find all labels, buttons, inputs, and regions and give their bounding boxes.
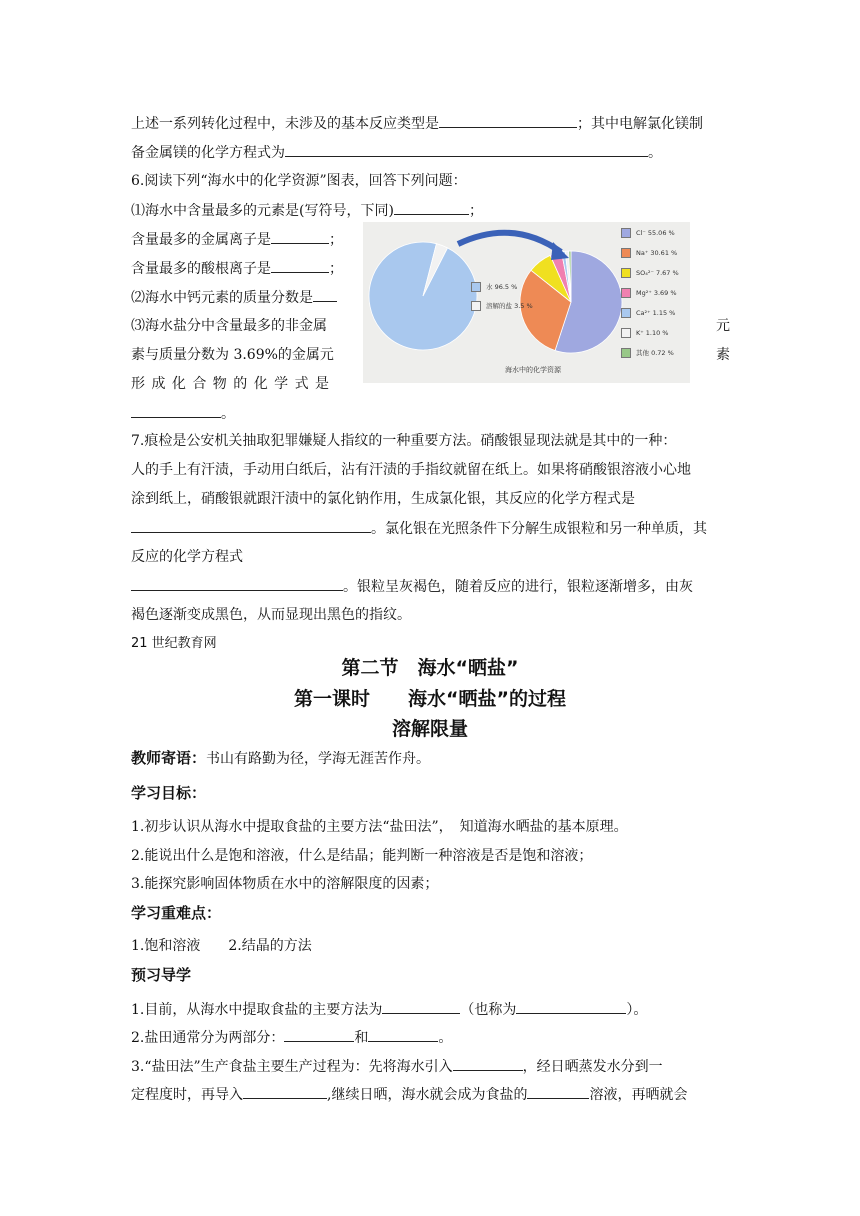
legend-swatch xyxy=(621,288,631,298)
legend-swatch xyxy=(621,348,631,358)
legend-entry xyxy=(621,248,679,258)
legend-label: Na⁺ 30.61 % xyxy=(636,249,678,257)
q7-l5: 反应的化学方程式 xyxy=(131,549,243,565)
legend-swatch xyxy=(621,328,631,338)
q6-p2: 含量最多的金属离子是 ； xyxy=(131,229,343,250)
teacher-words: 教师寄语：书山有路勤为径，学海无涯苦作舟。 xyxy=(131,749,431,767)
answer-blank[interactable] xyxy=(368,1027,438,1042)
q7-l2: 人的手上有汗渍，手动用白纸后，沾有汗渍的手指纹就留在纸上。如果将硝酸银溶液小心地 xyxy=(131,462,691,478)
legend-right xyxy=(621,228,679,368)
answer-blank[interactable] xyxy=(382,999,460,1014)
pie-salt-composition xyxy=(520,251,622,353)
legend-swatch xyxy=(621,248,631,258)
legend-swatch xyxy=(471,282,481,292)
q7-l3: 涂到纸上，硝酸银就跟汗渍中的氯化钠作用，生成氯化银，其反应的化学方程式是 xyxy=(131,491,635,507)
q6-p5-right: 元 xyxy=(716,318,730,334)
legend-entry xyxy=(621,288,679,298)
goal-item: 2.能说出什么是饱和溶液，什么是结晶；能判断一种溶液是否是饱和溶液； xyxy=(131,848,593,864)
answer-blank[interactable] xyxy=(527,1084,589,1099)
legend-entry xyxy=(471,301,533,311)
q6-p7: 形 成 化 合 物 的 化 学 式 是 xyxy=(131,376,331,392)
legend-entry xyxy=(621,348,679,358)
q7-l4: 。氯化银在光照条件下分解生成银粒和另一种单质，其 xyxy=(131,518,707,539)
preview-line1: 1.目前，从海水中提取食盐的主要方法为 （也称为 ）。 xyxy=(131,999,647,1020)
legend-label: 其他 0.72 % xyxy=(636,349,674,357)
answer-blank[interactable] xyxy=(131,518,371,533)
legend-entry xyxy=(621,328,679,338)
q6-p3: 含量最多的酸根离子是 ； xyxy=(131,258,343,279)
answer-blank[interactable] xyxy=(285,142,648,157)
q6-p6: 素与质量分数为 3.69%的金属元 xyxy=(131,347,334,363)
q7-l7: 褐色逐渐变成黑色，从而显现出黑色的指纹。 xyxy=(131,607,411,623)
legend-label: Cl⁻ 55.06 % xyxy=(636,229,675,237)
q5-line1: 上述一系列转化过程中，未涉及的基本反应类型是 ；其中电解氯化镁制 xyxy=(131,113,703,134)
answer-blank[interactable] xyxy=(271,229,329,244)
goals-heading: 学习目标： xyxy=(131,784,207,802)
source-label: 21 世纪教育网 xyxy=(131,636,217,651)
legend-swatch xyxy=(471,301,481,311)
q6-p5: ⑶海水盐分中含量最多的非金属 xyxy=(131,318,327,334)
answer-blank[interactable] xyxy=(131,403,221,418)
arrow-icon xyxy=(458,233,561,252)
q7-l1: 7.痕检是公安机关抽取犯罪嫌疑人指纹的一种重要方法。硝酸银显现法就是其中的一种： xyxy=(131,433,677,449)
goal-item: 3.能探究影响固体物质在水中的溶解限度的因素； xyxy=(131,876,439,892)
preview-line2: 2.盐田通常分为两部分： 和 。 xyxy=(131,1027,452,1048)
q6-p6-right: 素 xyxy=(716,347,730,363)
legend-label: 水 96.5 % xyxy=(486,283,518,291)
seawater-resources-figure xyxy=(363,222,690,383)
key-text: 1.饱和溶液 2.结晶的方法 xyxy=(131,938,312,954)
legend-entry xyxy=(621,228,679,238)
lesson-title: 第一课时 海水“晒盐”的过程 xyxy=(294,688,566,710)
answer-blank[interactable] xyxy=(516,999,626,1014)
q7-l6: 。银粒呈灰褐色，随着反应的进行，银粒逐渐增多，由灰 xyxy=(131,576,693,597)
q6-p4: ⑵海水中钙元素的质量分数是 xyxy=(131,287,337,308)
q5-line2: 备金属镁的化学方程式为 。 xyxy=(131,142,662,163)
pie-water-salt xyxy=(369,242,477,350)
legend-label: SO₄²⁻ 7.67 % xyxy=(636,269,679,277)
answer-blank[interactable] xyxy=(284,1027,354,1042)
q6-p8: 。 xyxy=(131,403,235,424)
legend-entry xyxy=(621,268,679,278)
answer-blank[interactable] xyxy=(313,287,337,302)
answer-blank[interactable] xyxy=(271,258,329,273)
answer-blank[interactable] xyxy=(439,113,577,128)
legend-label: Ca²⁺ 1.15 % xyxy=(636,309,676,317)
legend-swatch xyxy=(621,308,631,318)
preview-heading: 预习导学 xyxy=(131,966,192,984)
answer-blank[interactable] xyxy=(131,576,343,591)
q6-title: 6.阅读下列“海水中的化学资源”图表，回答下列问题： xyxy=(131,173,467,189)
q6-p1: ⑴海水中含量最多的元素是(写符号，下同) ； xyxy=(131,200,483,221)
legend-label: Mg²⁺ 3.69 % xyxy=(636,289,677,297)
answer-blank[interactable] xyxy=(243,1084,327,1099)
legend-swatch xyxy=(621,228,631,238)
legend-left xyxy=(471,282,533,320)
lesson-subtitle: 溶解限量 xyxy=(391,718,468,740)
answer-blank[interactable] xyxy=(394,200,469,215)
figure-caption: 海水中的化学资源 xyxy=(505,366,561,374)
goal-item: 1.初步认识从海水中提取食盐的主要方法“盐田法”， 知道海水晒盐的基本原理。 xyxy=(131,819,628,835)
legend-entry xyxy=(471,282,533,292)
legend-swatch xyxy=(621,268,631,278)
preview-line3: 3.“盐田法”生产食盐主要生产过程为：先将海水引入 ，经日晒蒸发水分到一 xyxy=(131,1056,663,1077)
legend-label: K⁺ 1.10 % xyxy=(636,329,669,337)
section-title: 第二节 海水“晒盐” xyxy=(341,657,519,679)
key-heading: 学习重难点： xyxy=(131,904,222,922)
answer-blank[interactable] xyxy=(453,1056,523,1071)
legend-entry xyxy=(621,308,679,318)
preview-line4: 定程度时，再导入 ,继续日晒，海水就会成为食盐的 溶液，再晒就会 xyxy=(131,1084,687,1105)
legend-label: 溶解的盐 3.5 % xyxy=(486,302,533,310)
